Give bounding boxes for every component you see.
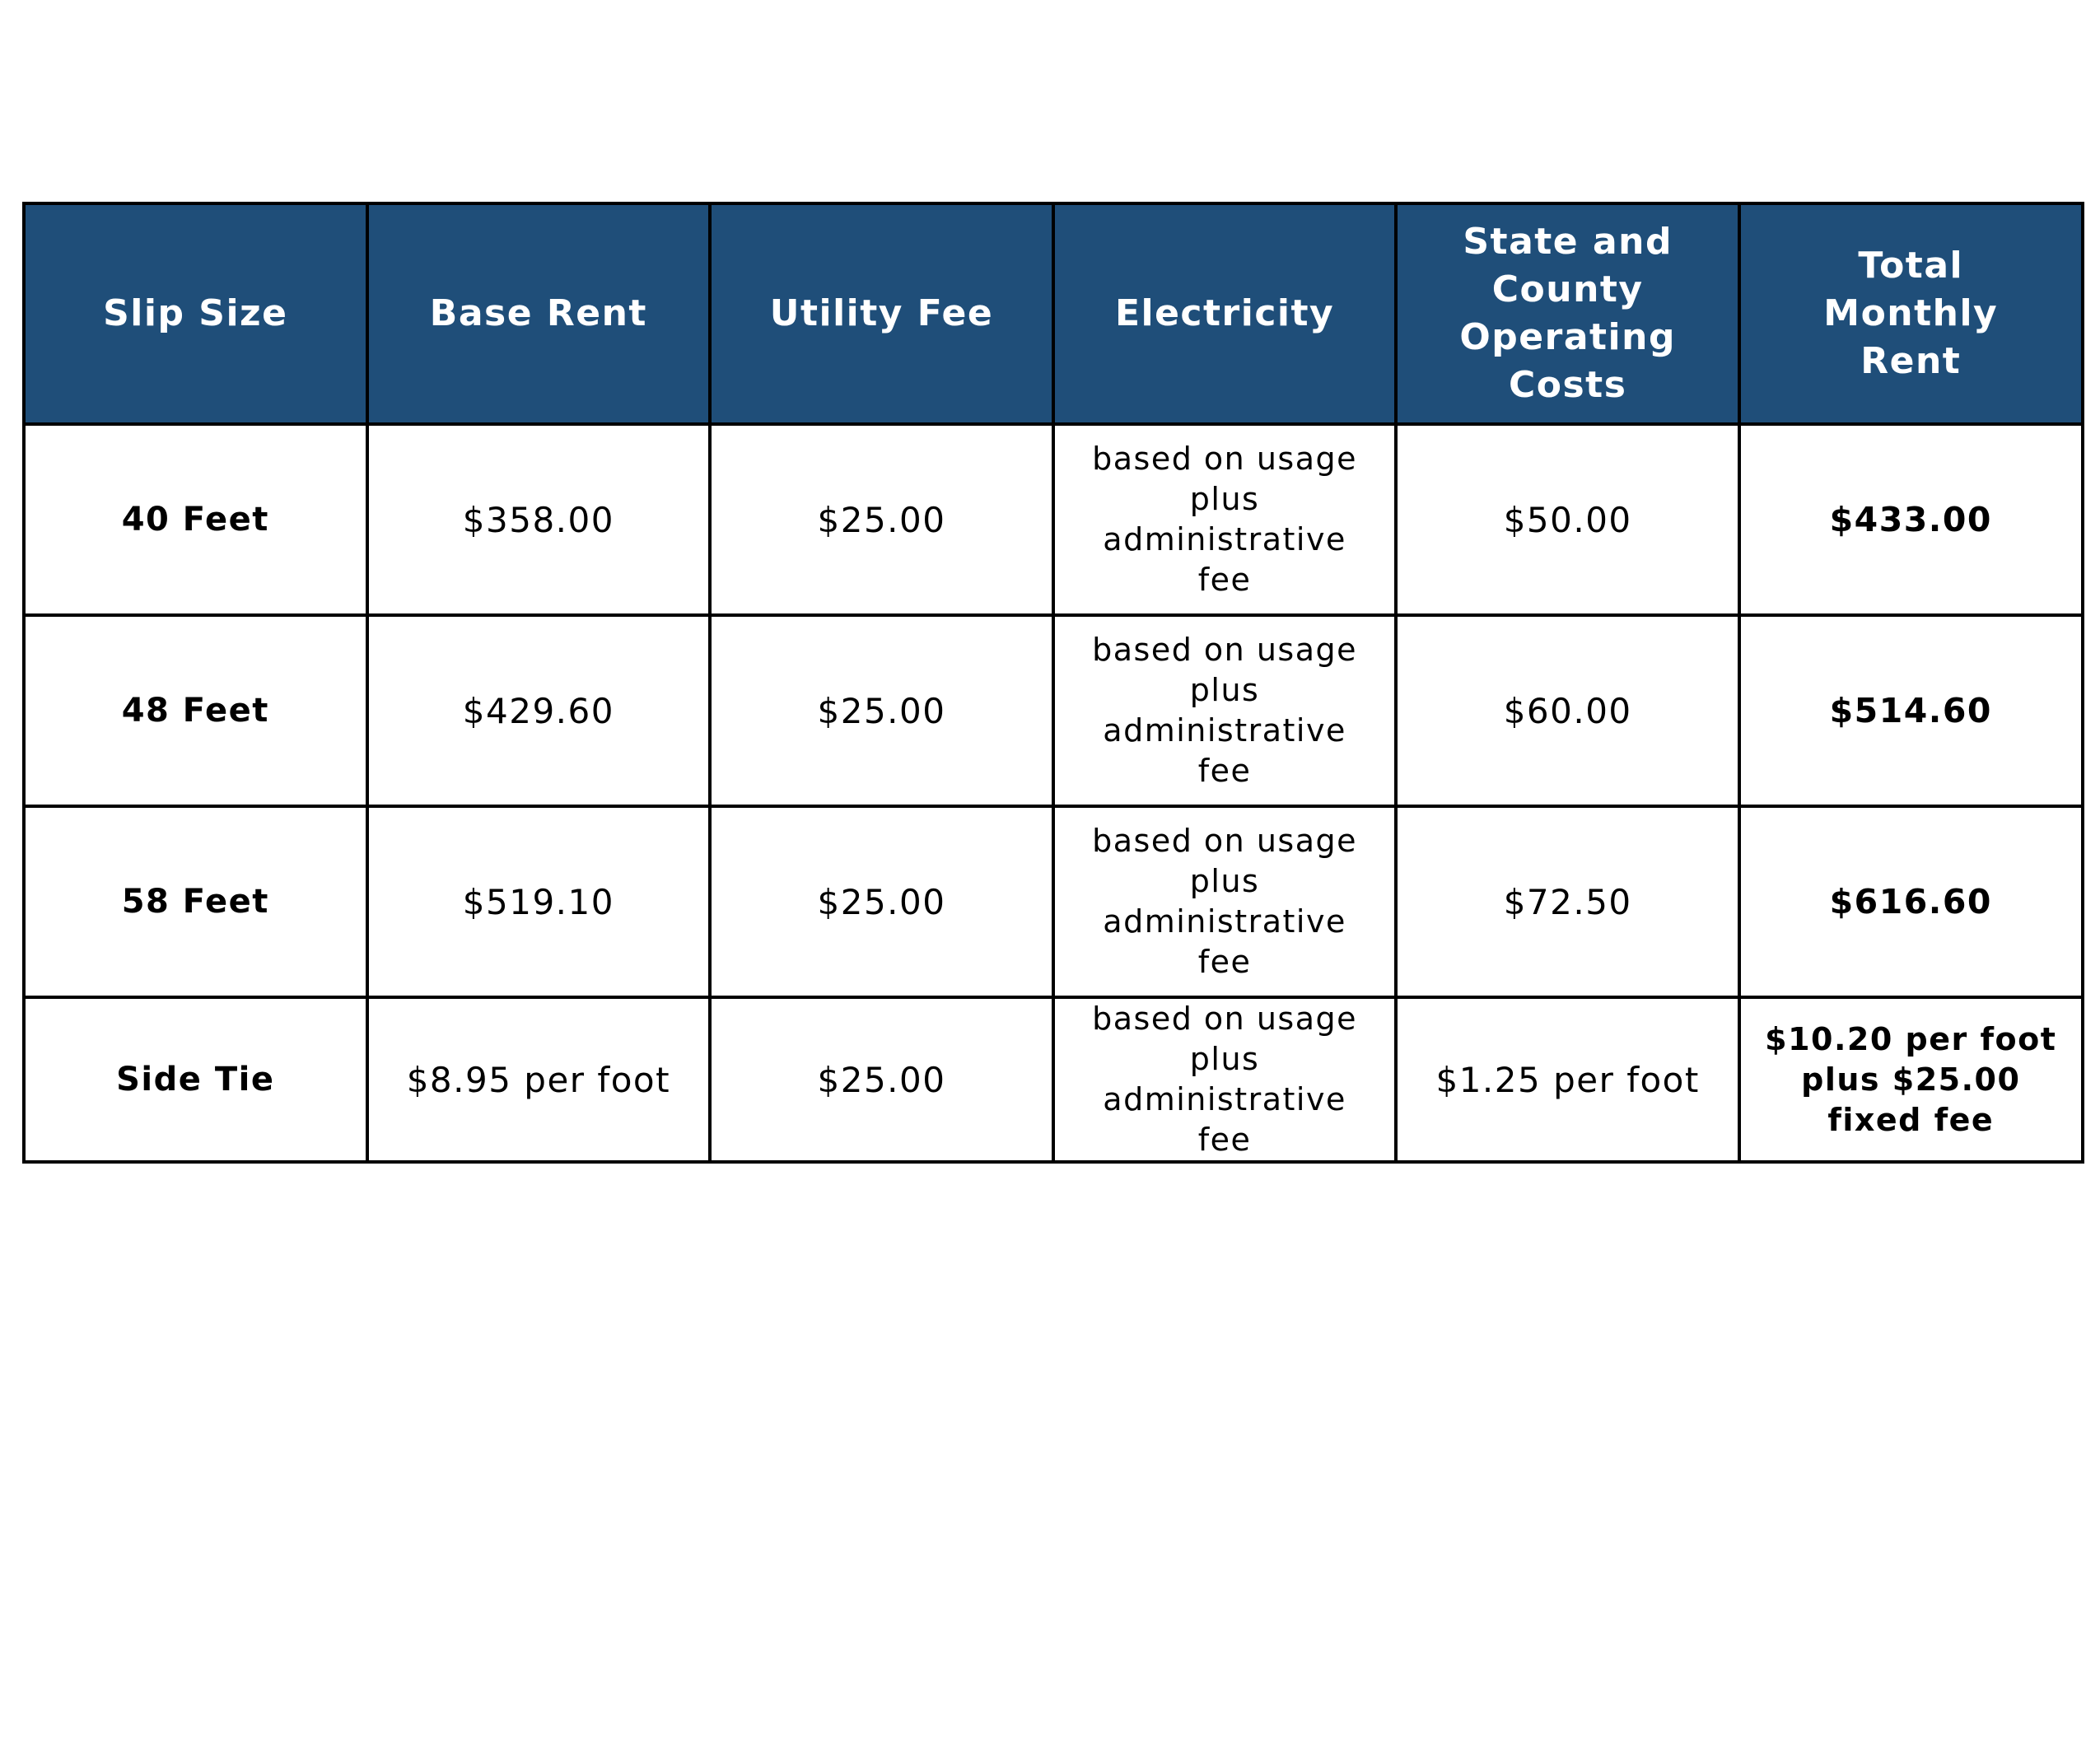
table-row <box>24 615 2083 806</box>
utility-fee-cell: $25.00 <box>710 424 1053 615</box>
base-rent-cell: $519.10 <box>367 806 711 997</box>
slip-rent-table <box>22 202 2084 1164</box>
utility-fee-cell: $25.00 <box>710 615 1053 806</box>
base-rent-cell: $429.60 <box>367 615 711 806</box>
operating-costs-cell: $50.00 <box>1396 424 1739 615</box>
electricity-cell: based on usage plus administrative fee <box>1053 806 1397 997</box>
table-row <box>24 806 2083 997</box>
header-utility-fee: Utility Fee <box>710 203 1053 424</box>
table-row <box>24 424 2083 615</box>
utility-fee-cell: $25.00 <box>710 997 1053 1162</box>
base-rent-cell: $358.00 <box>367 424 711 615</box>
slip-size-cell: Side Tie <box>24 997 367 1162</box>
header-slip-size: Slip Size <box>24 203 367 424</box>
total-rent-cell: $616.60 <box>1739 806 2083 997</box>
utility-fee-cell: $25.00 <box>710 806 1053 997</box>
table-body <box>24 424 2083 1162</box>
electricity-cell: based on usage plus administrative fee <box>1053 615 1397 806</box>
slip-size-cell: 58 Feet <box>24 806 367 997</box>
operating-costs-cell: $1.25 per foot <box>1396 997 1739 1162</box>
base-rent-cell: $8.95 per foot <box>367 997 711 1162</box>
header-base-rent: Base Rent <box>367 203 711 424</box>
slip-size-cell: 48 Feet <box>24 615 367 806</box>
electricity-cell: based on usage plus administrative fee <box>1053 424 1397 615</box>
header-operating-costs: State and County Operating Costs <box>1396 203 1739 424</box>
operating-costs-cell: $72.50 <box>1396 806 1739 997</box>
total-rent-cell: $514.60 <box>1739 615 2083 806</box>
header-electricity: Electricity <box>1053 203 1397 424</box>
operating-costs-cell: $60.00 <box>1396 615 1739 806</box>
total-rent-cell: $10.20 per foot plus $25.00 fixed fee <box>1739 997 2083 1162</box>
table-row <box>24 997 2083 1162</box>
header-row <box>24 203 2083 424</box>
header-total-monthly-rent: Total Monthly Rent <box>1739 203 2083 424</box>
slip-size-cell: 40 Feet <box>24 424 367 615</box>
total-rent-cell: $433.00 <box>1739 424 2083 615</box>
table-header <box>24 203 2083 424</box>
electricity-cell: based on usage plus administrative fee <box>1053 997 1397 1162</box>
